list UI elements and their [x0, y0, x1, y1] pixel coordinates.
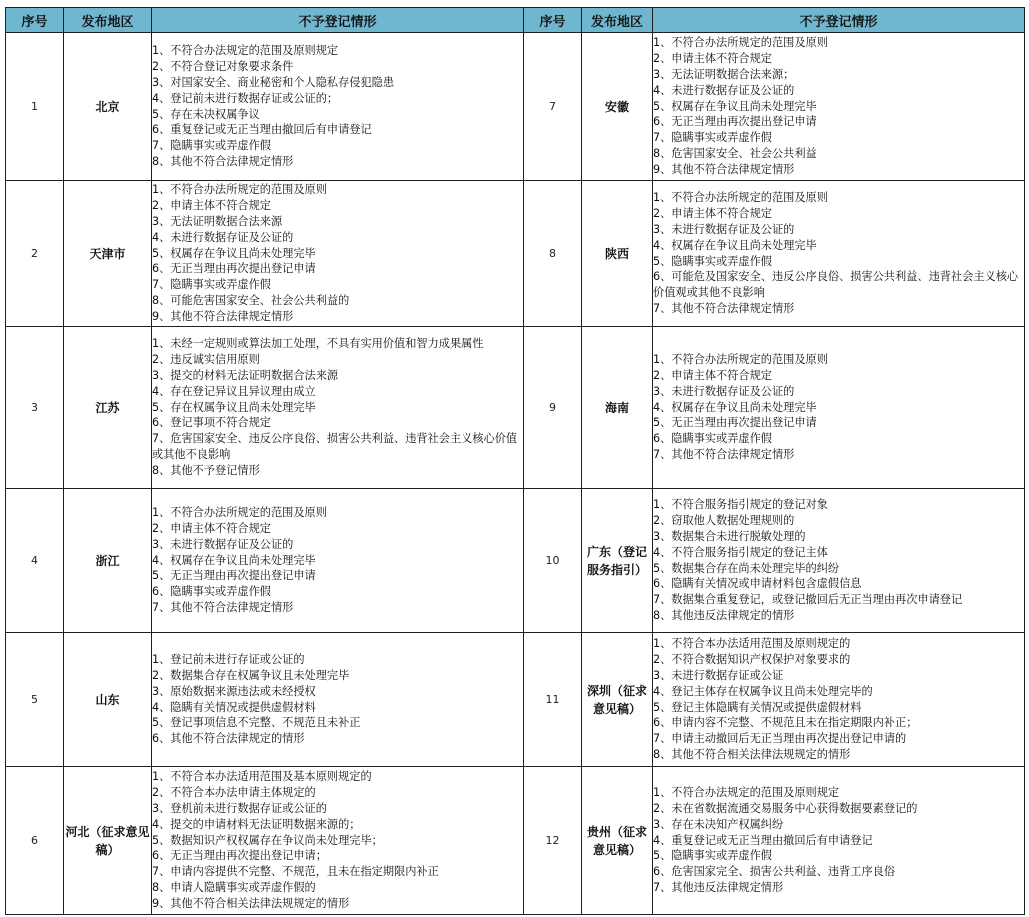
situation-item: 3、未进行数据存证及公证的	[653, 384, 795, 398]
situation-item: 8、其他不符合相关法律法规规定的情形	[653, 747, 851, 761]
situation-item: 9、其他不符合法律规定情形	[152, 309, 294, 323]
situation-item: 5、存在未决权属争议	[152, 107, 260, 121]
situation-item: 6、隐瞒有关情况或申请材料包含虚假信息	[653, 577, 862, 591]
situation-item: 4、不符合服务指引规定的登记主体	[653, 545, 828, 559]
situation-item: 1、不符合本办法适用范围及基本原则规定的	[152, 770, 372, 784]
situation-item: 8、申请人隐瞒事实或弄虚作假的	[152, 880, 316, 894]
row-region-right: 贵州（征求意见稿）	[582, 767, 653, 915]
table-row	[6, 767, 1025, 915]
situation-item: 4、重复登记或无正当理由撤回后有申请登记	[653, 833, 873, 847]
situation-item: 3、无法证明数据合法来源	[152, 215, 283, 228]
row-situations-left	[152, 489, 524, 633]
row-region-left: 山东	[64, 633, 152, 767]
situation-item: 8、其他不符合法律规定情形	[152, 154, 294, 168]
header-seq-left: 序号	[6, 8, 64, 33]
header-region-left: 发布地区	[64, 8, 152, 33]
row-region-left: 浙江	[64, 489, 152, 633]
row-seq-right: 7	[524, 33, 582, 181]
situation-item: 7、危害国家安全、违反公序良俗、损害公共利益、违背社会主义核心价值或其他不良影响	[152, 432, 518, 461]
situation-item: 4、存在登记异议且异议理由成立	[152, 384, 316, 398]
situation-item: 7、其他不符合法律规定情形	[653, 447, 795, 461]
row-situations-right	[653, 633, 1025, 767]
situation-item: 9、其他不符合法律规定情形	[653, 162, 795, 176]
situation-item: 7、隐瞒事实或弄虚作假	[152, 278, 271, 292]
row-seq-left: 6	[6, 767, 64, 915]
situation-item: 7、申请内容提供不完整、不规范，且未在指定期限内补正	[152, 865, 439, 879]
situation-item: 3、提交的材料无法证明数据合法来源	[152, 369, 339, 382]
situation-item: 3、未进行数据存证及公证的	[653, 222, 795, 236]
header-seq-right: 序号	[524, 8, 582, 33]
situation-item: 3、对国家安全、商业秘密和个人隐私存侵犯隐患	[152, 75, 395, 89]
row-seq-left: 1	[6, 33, 64, 181]
row-situations-right	[653, 181, 1025, 327]
header-region-right: 发布地区	[582, 8, 653, 33]
situation-item: 3、存在未决知产权属纠纷	[653, 817, 784, 831]
situation-item: 5、数据知识产权权属存在争议尚未处理完毕；	[152, 833, 383, 847]
situation-item: 3、登机前未进行数据存证或公证的	[152, 802, 327, 815]
situation-item: 6、无正当理由再次提出登记申请	[653, 115, 817, 129]
situation-item: 3、原始数据来源违法或未经授权	[152, 684, 316, 698]
row-situations-left	[152, 767, 524, 915]
situation-item: 4、提交的申请材料无法证明数据来源的；	[152, 817, 361, 831]
situation-item: 7、隐瞒事实或弄虚作假	[152, 139, 271, 153]
situation-item: 6、重复登记或无正当理由撤回后有申请登记	[152, 123, 372, 137]
table-row	[6, 489, 1025, 633]
row-situations-right	[653, 33, 1025, 181]
situation-item: 5、存在权属争议且尚未处理完毕	[152, 400, 316, 414]
row-region-left: 天津市	[64, 181, 152, 327]
table-row	[6, 181, 1025, 327]
situation-item: 2、申请主体不符合规定	[152, 199, 271, 213]
situation-item: 6、隐瞒事实或弄虚作假	[152, 585, 271, 599]
header-row	[6, 8, 1025, 33]
situation-item: 5、无正当理由再次提出登记申请	[152, 569, 316, 583]
row-seq-left: 5	[6, 633, 64, 767]
row-seq-right: 9	[524, 327, 582, 489]
situation-item: 1、不符合办法所规定的范围及原则	[653, 191, 828, 205]
situation-item: 5、权属存在争议且尚未处理完毕	[653, 99, 817, 113]
situation-item: 6、可能危及国家安全、违反公序良俗、损害公共利益、违背社会主义核心价值观或其他不良影响	[653, 270, 1019, 300]
situation-item: 2、不符合登记对象要求条件	[152, 60, 294, 74]
row-seq-right: 12	[524, 767, 582, 915]
situation-item: 1、不符合办法所规定的范围及原则	[152, 506, 327, 520]
situation-item: 8、其他违反法律规定的情形	[653, 608, 795, 622]
situation-item: 5、登记主体隐瞒有关情况或提供虚假材料	[653, 700, 862, 714]
situation-item: 3、未进行数据存证或公证	[653, 668, 784, 682]
situation-item: 6、登记事项不符合规定	[152, 416, 271, 430]
situation-item: 5、隐瞒事实或弄虚作假	[653, 254, 772, 268]
situation-item: 1、不符合服务指引规定的登记对象	[653, 498, 828, 512]
situation-item: 7、其他违反法律规定情形	[653, 880, 784, 894]
situation-item: 7、申请主动撤回后无正当理由再次提出登记申请的	[653, 732, 907, 746]
situation-item: 1、登记前未进行存证或公证的	[152, 653, 305, 667]
table-header	[6, 8, 1025, 33]
situation-item: 8、其他不予登记情形	[152, 463, 260, 477]
situation-item: 8、可能危害国家安全、社会公共利益的	[152, 293, 350, 307]
row-region-left: 江苏	[64, 327, 152, 489]
situation-item: 6、危害国家完全、损害公共利益、违背工序良俗	[653, 865, 896, 879]
situation-item: 5、无正当理由再次提出登记申请	[653, 416, 817, 430]
row-region-right: 陕西	[582, 181, 653, 327]
situation-item: 1、不符合办法规定的范围及原则规定	[653, 786, 840, 800]
situation-item: 5、隐瞒事实或弄虚作假	[653, 849, 772, 863]
situation-item: 1、未经一定规则或算法加工处理，不具有实用价值和智力成果属性	[152, 337, 484, 351]
situation-item: 7、其他不符合法律规定情形	[152, 600, 294, 614]
situation-item: 2、数据集合存在权属争议且未处理完毕	[152, 668, 350, 682]
situation-item: 2、申请主体不符合规定	[152, 522, 271, 535]
table-row	[6, 33, 1025, 181]
situation-item: 2、不符合数据知识产权保护对象要求的	[653, 653, 851, 667]
situation-item: 4、登记前未进行数据存证或公证的；	[152, 91, 339, 105]
situation-item: 4、未进行数据存证及公证的	[152, 230, 294, 244]
row-situations-right	[653, 489, 1025, 633]
situation-item: 2、违反诚实信用原则	[152, 353, 260, 367]
row-region-right: 广东（登记服务指引）	[582, 489, 653, 633]
situation-item: 4、权属存在争议且尚未处理完毕	[653, 400, 817, 414]
situation-item: 2、未在省数据流通交易服务中心获得数据要素登记的	[653, 802, 918, 815]
situation-item: 7、数据集合重复登记，或登记撤回后无正当理由再次申请登记	[653, 593, 963, 607]
table-body	[6, 33, 1025, 915]
header-situations-left: 不予登记情形	[152, 8, 524, 33]
row-region-right: 安徽	[582, 33, 653, 181]
situation-item: 1、不符合办法规定的范围及原则规定	[152, 44, 339, 58]
row-seq-right: 10	[524, 489, 582, 633]
situation-item: 6、无正当理由再次提出登记申请；	[152, 849, 327, 863]
situation-item: 5、数据集合存在尚未处理完毕的纠纷	[653, 561, 840, 575]
situation-item: 1、不符合办法所规定的范围及原则	[653, 36, 828, 50]
situation-item: 1、不符合办法所规定的范围及原则	[653, 353, 828, 367]
row-seq-right: 8	[524, 181, 582, 327]
registration-rejection-table	[5, 7, 1025, 915]
row-region-right: 深圳（征求意见稿）	[582, 633, 653, 767]
situation-item: 7、其他不符合法律规定情形	[653, 301, 795, 315]
row-situations-right	[653, 767, 1025, 915]
row-seq-left: 4	[6, 489, 64, 633]
row-situations-left	[152, 633, 524, 767]
situation-item: 4、隐瞒有关情况或提供虚假材料	[152, 700, 316, 714]
situation-item: 1、不符合办法所规定的范围及原则	[152, 183, 327, 197]
row-region-left: 北京	[64, 33, 152, 181]
situation-item: 3、数据集合未进行脱敏处理的	[653, 529, 806, 543]
table-row	[6, 327, 1025, 489]
table-row	[6, 633, 1025, 767]
situation-item: 2、窃取他人数据处理规则的	[653, 514, 795, 528]
row-region-left: 河北（征求意见稿）	[64, 767, 152, 915]
row-situations-left	[152, 33, 524, 181]
situation-item: 4、登记主体存在权属争议且尚未处理完毕的	[653, 684, 873, 698]
situation-item: 3、无法证明数据合法来源；	[653, 68, 795, 81]
situation-item: 7、隐瞒事实或弄虚作假	[653, 131, 772, 145]
row-seq-right: 11	[524, 633, 582, 767]
situation-item: 9、其他不符合相关法律法规规定的情形	[152, 896, 350, 910]
situation-item: 2、申请主体不符合规定	[653, 207, 772, 221]
situation-item: 5、登记事项信息不完整、不规范且未补正	[152, 716, 361, 730]
row-situations-right	[653, 327, 1025, 489]
situation-item: 2、申请主体不符合规定	[653, 369, 772, 382]
header-situations-right: 不予登记情形	[653, 8, 1025, 33]
row-situations-left	[152, 181, 524, 327]
situation-item: 5、权属存在争议且尚未处理完毕	[152, 246, 316, 260]
row-seq-left: 3	[6, 327, 64, 489]
situation-item: 4、未进行数据存证及公证的	[653, 83, 795, 97]
situation-item: 6、其他不符合法律规定的情形	[152, 732, 305, 746]
row-region-right: 海南	[582, 327, 653, 489]
situation-item: 6、隐瞒事实或弄虚作假	[653, 432, 772, 446]
situation-item: 6、无正当理由再次提出登记申请	[152, 262, 316, 276]
situation-item: 2、不符合本办法申请主体规定的	[152, 786, 316, 800]
situation-item: 1、不符合本办法适用范围及原则规定的	[653, 637, 851, 651]
situation-item: 2、申请主体不符合规定	[653, 52, 772, 66]
situation-item: 6、申请内容不完整、不规范且未在指定期限内补正；	[653, 716, 918, 730]
row-seq-left: 2	[6, 181, 64, 327]
situation-item: 8、危害国家安全、社会公共利益	[653, 146, 817, 160]
row-situations-left	[152, 327, 524, 489]
situation-item: 3、未进行数据存证及公证的	[152, 537, 294, 551]
situation-item: 4、权属存在争议且尚未处理完毕	[152, 553, 316, 567]
situation-item: 4、权属存在争议且尚未处理完毕	[653, 238, 817, 252]
